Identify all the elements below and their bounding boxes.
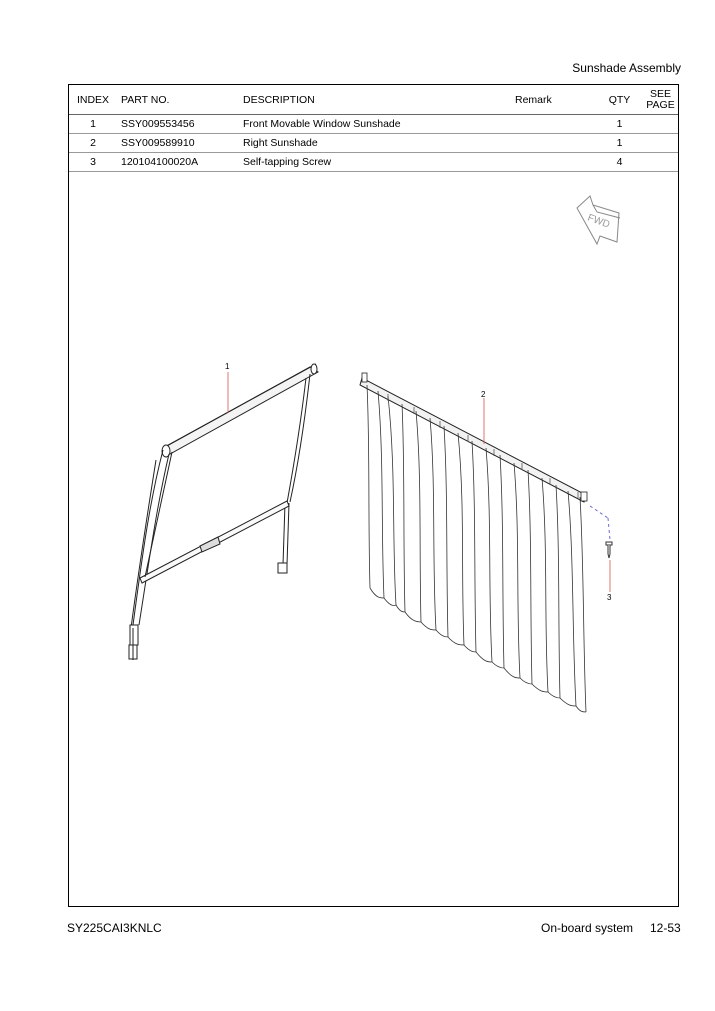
col-part-no-header: PART NO. — [117, 85, 242, 115]
row-description: Self-tapping Screw — [242, 153, 514, 172]
see-page-header-line1: SEE — [649, 87, 671, 100]
col-qty-header: QTY — [596, 85, 643, 115]
col-remark-header: Remark — [514, 85, 596, 115]
row-index: 3 — [69, 153, 117, 172]
row-qty: 1 — [596, 115, 643, 134]
callout-2: 2 — [481, 390, 486, 399]
footer-model: SY225CAI3KNLC — [67, 921, 162, 935]
footer-page-number: 12-53 — [650, 921, 681, 935]
callout-1: 1 — [225, 362, 230, 371]
row-part-no: 120104100020A — [117, 153, 242, 172]
front-window-sunshade-illustration — [129, 364, 318, 660]
page-title: Sunshade Assembly — [572, 61, 681, 75]
row-part-no: SSY009553456 — [117, 115, 242, 134]
fwd-label: FWD — [585, 212, 612, 231]
self-tapping-screw-illustration — [590, 506, 612, 558]
row-qty: 4 — [596, 153, 643, 172]
footer-section: On-board system — [541, 921, 634, 935]
row-description: Right Sunshade — [242, 134, 514, 153]
right-sunshade-illustration — [360, 373, 587, 712]
row-part-no: SSY009589910 — [117, 134, 242, 153]
row-index: 1 — [69, 115, 117, 134]
fwd-arrow-icon — [577, 196, 620, 244]
col-description-header: DESCRIPTION — [242, 85, 514, 115]
col-index-header: INDEX — [69, 85, 117, 115]
row-description: Front Movable Window Sunshade — [242, 115, 514, 134]
callout-3: 3 — [607, 593, 612, 602]
row-qty: 1 — [596, 134, 643, 153]
row-index: 2 — [69, 134, 117, 153]
see-page-header-line2: PAGE — [646, 98, 675, 111]
